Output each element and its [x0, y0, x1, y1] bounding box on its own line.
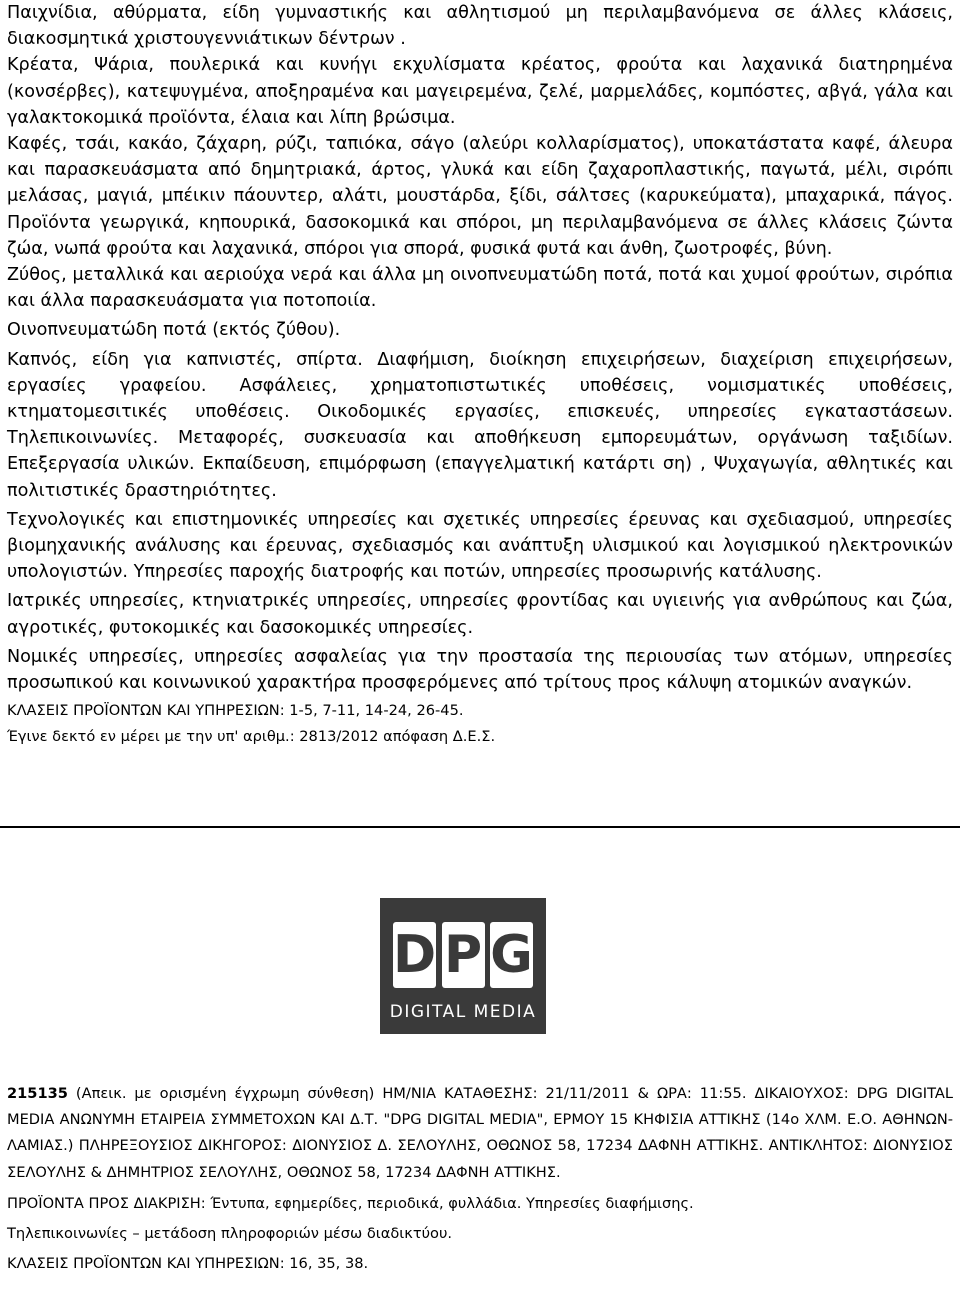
logo-letters: [393, 922, 533, 988]
products-for-distinction: ΠΡΟΪΟΝΤΑ ΠΡΟΣ ΔΙΑΚΡΙΣΗ: Έντυπα, εφημερίδες, περιοδικά, φυλλάδια. Υπηρεσίες διαφήμισης.: [7, 1194, 694, 1212]
class-paragraph: Καπνός, είδη για καπνιστές, σπίρτα. Διαφήμιση, διοίκηση επιχειρήσεων, διαχείριση επιχειρήσεων, εργασίες γραφείου. Ασφάλειες, χρηματοπιστωτικές υποθέσεις, νομισματικές υποθέσεις, κτηματομεσιτικές υποθέσεις. Οικοδομικές εργασίες, επισκευές, υπηρεσίες εγκαταστάσεων. Τηλεπικοινωνίες. Μεταφορές, συσκευασία και αποθήκευση εμπορευμάτων, οργάνωση ταξιδίων. Επεξεργασία υλικών. Εκπαίδευση, επιμόρφωση (επαγγελματική κατάρτι ση) , Ψυχαγωγία, αθλητικές και πολιτιστικές δραστηριότητες.: [7, 349, 953, 501]
telecom-line: Τηλεπικοινωνίες – μετάδοση πληροφοριών μέσω διαδικτύου.: [7, 1225, 453, 1243]
class-paragraph: Κρέατα, Ψάρια, πουλερικά και κυνήγι εκχυλίσματα κρέατος, φρούτα και λαχανικά διατηρημένα (κονσέρβες), κατεψυγμένα, αποξηραμένα και μαγειρεμένα, ζελέ, μαρμελάδες, κομπόστες, αβγά, γάλα και γαλακτοκομικά προϊόντα, έλαια και λίπη βρώσιμα.: [7, 55, 953, 128]
previous-entry-class-list: [7, 0, 953, 750]
class-paragraph: Οινοπνευματώδη ποτά (εκτός ζύθου).: [7, 320, 341, 341]
application-details-text: (Απεικ. με ορισμένη έγχρωμη σύνθεση) ΗΜ/ΝΙΑ ΚΑΤΑΘΕΣΗΣ: 21/11/2011 & ΩΡΑ: 11:55. ΔΙΚΑΙΟΥΧΟΣ: DPG DIGITAL MEDIA ΑΝΩΝΥΜΗ ΕΤΑΙΡΕΙΑ ΣΥΜΜΕΤΟΧΩΝ ΚΑΙ Δ.Τ. "DPG DIGITAL MEDIA", ΕΡΜΟΥ 15 ΚΗΦΙΣΙΑ ΑΤΤΙΚΗΣ (14ο ΧΛΜ. Ε.Ο. ΑΘΗΝΩΝ-ΛΑΜΙΑΣ.) ΠΛΗΡΕΞΟΥΣΙΟΣ ΔΙΚΗΓΟΡΟΣ: ΔΙΟΝΥΣΙΟΣ Δ. ΣΕΛΟΥΛΗΣ, ΟΘΩΝΟΣ 58, 17234 ΔΑΦΝΗ ΑΤΤΙΚΗΣ. ΑΝΤΙΚΛΗΤΟΣ: ΔΙΟΝΥΣΙΟΣ ΣΕΛΟΥΛΗΣ & ΔΗΜΗΤΡΙΟΣ ΣΕΛΟΥΛΗΣ, ΟΘΩΝΟΣ 58, 17234 ΔΑΦΝΗ ΑΤΤΙΚΗΣ.: [7, 1085, 953, 1181]
partial-acceptance-line: Έγινε δεκτό εν μέρει με την υπ' αριθμ.: 2813/2012 απόφαση Δ.Ε.Σ.: [7, 728, 496, 746]
application-details: [7, 1081, 953, 1186]
classes-line: ΚΛΑΣΕΙΣ ΠΡΟΪΟΝΤΩΝ ΚΑΙ ΥΠΗΡΕΣΙΩΝ: 1-5, 7-11, 14-24, 26-45.: [7, 702, 464, 720]
class-paragraph: Τεχνολογικές και επιστημονικές υπηρεσίες και σχετικές υπηρεσίες έρευνας και σχεδιασμού, υπηρεσίες βιομηχανικής ανάλυσης και έρευνας, σχεδιασμός και ανάπτυξη υλισμικού και λογισμικού ηλεκτρονικών υπολογιστών. Υπηρεσίες παροχής διατροφής και ποτών, υπηρεσίες προσωρινής κατάλυσης.: [7, 509, 953, 583]
section-divider: [0, 826, 960, 828]
class-paragraph: Ζύθος, μεταλλικά και αεριούχα νερά και άλλα μη οινοπνευματώδη ποτά, ποτά και χυμοί φρούτων, σιρόπια και άλλα παρασκευάσματα για ποτοποιία.: [7, 265, 953, 312]
class-paragraph: Ιατρικές υπηρεσίες, κτηνιατρικές υπηρεσίες, υπηρεσίες φροντίδας και υγιεινής για ανθρώπους και ζώα, αγροτικές, φυτοκομικές και δασοκομικές υπηρεσίες.: [7, 591, 953, 638]
class-paragraph: Νομικές υπηρεσίες, υπηρεσίες ασφαλείας για την προστασία της περιουσίας των ατόμων, υπηρεσίες προσωπικού και κοινωνικού χαρακτήρα προσφερόμενες από τρίτους προς κάλυψη ατομικών αναγκών.: [7, 646, 953, 694]
class-paragraph: Παιχνίδια, αθύρματα, είδη γυμναστικής και αθλητισμού μη περιλαμβανόμενα σε άλλες κλάσεις, διακοσμητικά χριστουγεννιάτικων δέντρων .: [7, 3, 953, 50]
logo-letter-d: D: [393, 922, 436, 988]
dpg-digital-media-logo: [380, 898, 546, 1034]
logo-letter-g: G: [490, 922, 533, 988]
logo-caption: DIGITAL MEDIA: [389, 1002, 537, 1022]
application-classes-line: ΚΛΑΣΕΙΣ ΠΡΟΪΟΝΤΩΝ ΚΑΙ ΥΠΗΡΕΣΙΩΝ: 16, 35, 38.: [7, 1255, 369, 1273]
application-number: 215135: [7, 1085, 68, 1102]
logo-letter-p: P: [442, 922, 485, 988]
application-entry: [7, 1081, 953, 1277]
class-paragraph: Καφές, τσάι, κακάο, ζάχαρη, ρύζι, ταπιόκα, σάγο (αλεύρι κολλαρίσματος), υποκατάστατα καφέ, άλευρα και παρασκευάσματα από δημητριακά, άρτος, γλυκά και είδη ζαχαροπλαστικής, παγωτά, μέλι, σιρόπι μελάσας, μαγιά, μπέικιν πάουντερ, αλάτι, μουστάρδα, ξίδι, σάλτσες (καρυκεύματα), μπαχαρικά, πάγος. Προϊόντα γεωργικά, κηπουρικά, δασοκομικά και σπόροι, μη περιλαμβανόμενα σε άλλες κλάσεις ζώντα ζώα, νωπά φρούτα και λαχανικά, σπόροι για σπορά, φυσικά φυτά και άνθη, ζωοτροφές, βύνη.: [7, 134, 953, 259]
